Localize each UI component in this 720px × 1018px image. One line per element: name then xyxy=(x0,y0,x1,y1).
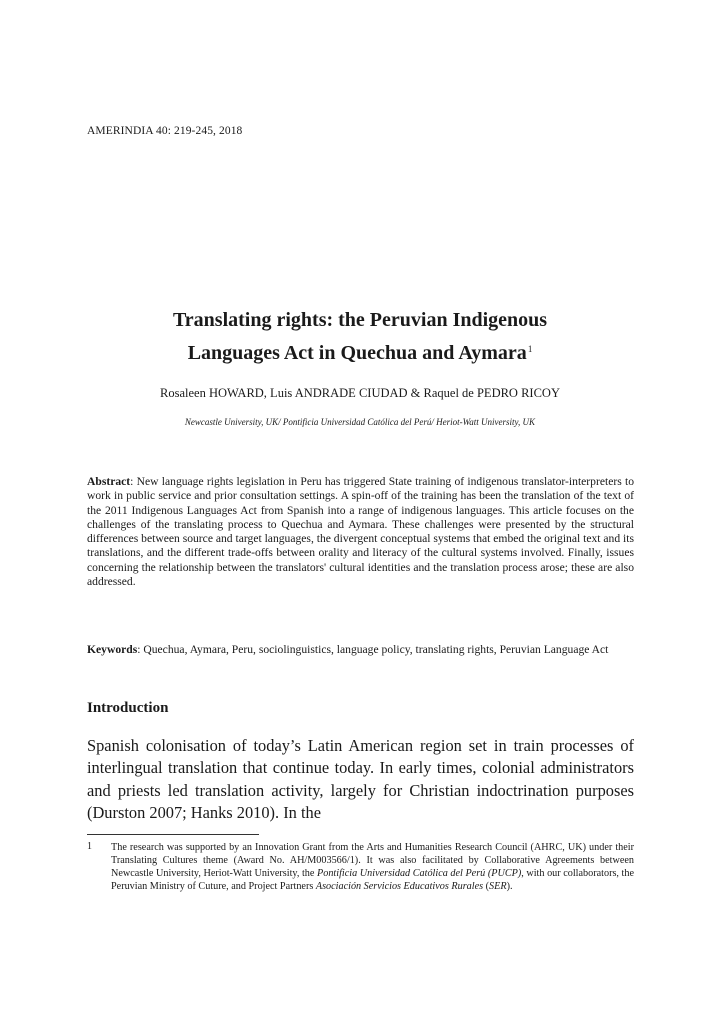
introduction-paragraph: Spanish colonisation of today’s Latin American region set in train processes of interlingual translation that continue today. In early times, colonial administrators and priests led translation activity, largely for Christian indoctrination purposes (Durston 2007; Hanks 2010). In the xyxy=(87,736,634,822)
footnote-org-ser: Asociación Servicios Educativos Rurales xyxy=(315,881,484,892)
footnote-text-part: ( xyxy=(483,881,490,892)
title-line-2: Languages Act in Quechua and Aymara xyxy=(187,342,527,364)
author-list: Rosaleen HOWARD, Luis ANDRADE CIUDAD & Raquel de PEDRO RICOY xyxy=(160,386,560,400)
section-heading-introduction: Introduction xyxy=(87,700,169,716)
abstract-label: Abstract xyxy=(87,475,131,488)
footnote-marker: 1 xyxy=(87,841,92,852)
abstract xyxy=(87,475,634,589)
footnote-separator xyxy=(87,834,259,835)
abstract-text: : New language rights legislation in Peru has triggered State training of indigenous translator-interpreters to work in public service and prior consultation settings. A spin-off of the training has been the translation of the text of the 2011 Indigenous Languages Act from Spanish into a range of indigenous languages. This article focuses on the challenges of the translating process to Quechua and Aymara. These challenges were presented by the structural differences between source and target languages, the divergent conceptual systems that embed the original text and its translations, and the different trade-offs between orality and literacy of the cultural systems involved. Finally, issues concerning the relationship between the translators' cultural identities and the translation process arose; these are also addressed. xyxy=(87,475,634,589)
keywords-text: : Quechua, Aymara, Peru, sociolinguistics, language policy, translating rights, Peruvian Language Act xyxy=(137,643,609,656)
affiliations: Newcastle University, UK/ Pontificia Universidad Católica del Perú/ Heriot-Watt University, UK xyxy=(184,417,536,427)
footnote-text xyxy=(111,841,634,893)
keywords-label: Keywords xyxy=(87,643,138,656)
footnote-org-ser-abbr: SER xyxy=(489,881,507,892)
footnote-text-part: ). xyxy=(506,881,513,892)
journal-reference: AMERINDIA 40: 219-245, 2018 xyxy=(87,125,243,137)
footnote-org-pucp: Pontificia Universidad Católica del Perú (PUCP) xyxy=(317,868,522,879)
footnote xyxy=(87,841,634,893)
title-line-1: Translating rights: the Peruvian Indigenous xyxy=(172,309,548,331)
footnote-text-part: , with our collaborators, the Peruvian Ministry of Cuture, and Project Partners xyxy=(111,868,635,892)
article-title xyxy=(90,306,630,368)
title-footnote-marker: 1 xyxy=(527,344,533,354)
keywords xyxy=(87,643,634,657)
footnote-text-part: The research was supported by an Innovation Grant from the Arts and Humanities Research Council (AHRC, UK) under their Translating Cultures theme (Award No. AH/M003566/1). It was also facilitated by Collaborative Agreements between Newcastle University, Heriot-Watt University, the xyxy=(111,842,634,879)
